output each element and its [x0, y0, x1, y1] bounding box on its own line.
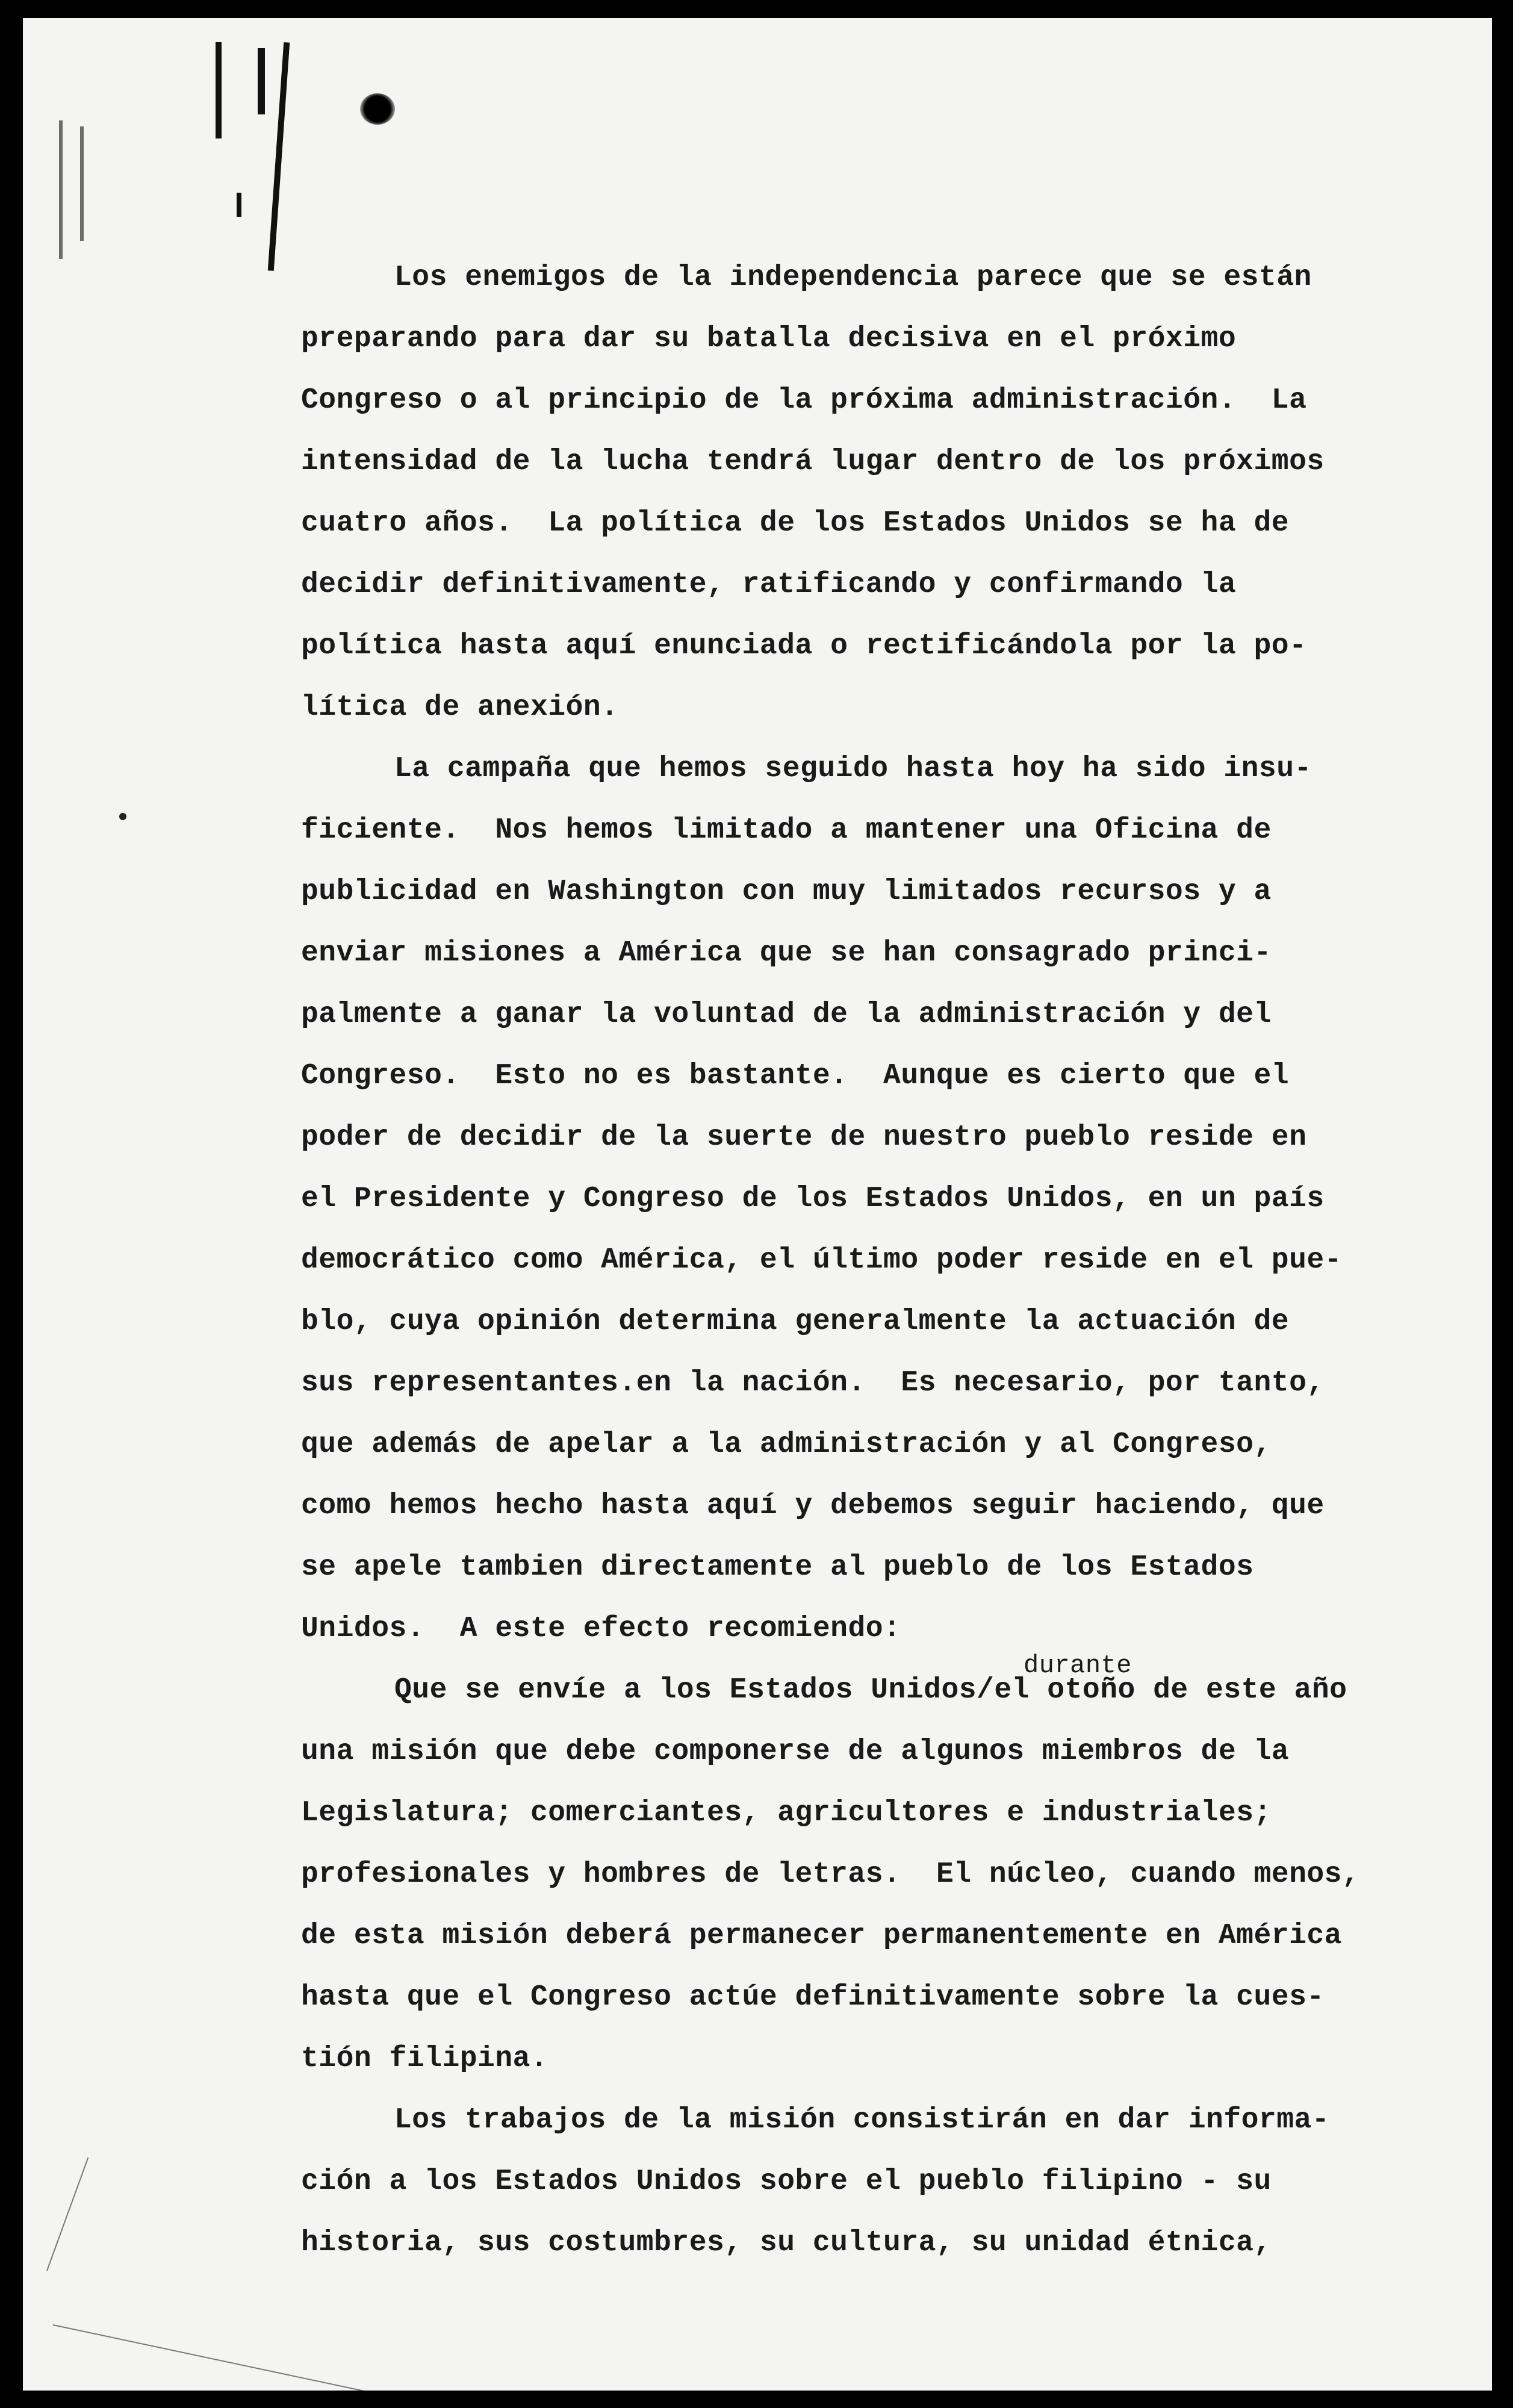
- text-line: Que se envíe a los Estados Unidos/el otoño de este año: [394, 1674, 1347, 1706]
- scan-mark: [258, 48, 265, 114]
- text-line: ción a los Estados Unidos sobre el pueblo filipino - su: [301, 2165, 1272, 2198]
- text-line: una misión que debe componerse de algunos miembros de la: [301, 1735, 1290, 1768]
- text-line: poder de decidir de la suerte de nuestro pueblo reside en: [301, 1121, 1307, 1154]
- text-line: historia, sus costumbres, su cultura, su unidad étnica,: [301, 2227, 1272, 2259]
- text-line: Los trabajos de la misión consistirán en dar informa-: [394, 2104, 1330, 2136]
- text-line: intensidad de la lucha tendrá lugar dentro de los próximos: [301, 446, 1325, 478]
- scan-mark: [80, 126, 84, 241]
- text-line: como hemos hecho hasta aquí y debemos seguir haciendo, que: [301, 1490, 1325, 1522]
- text-line: que además de apelar a la administración y al Congreso,: [301, 1428, 1272, 1461]
- text-line: Congreso o al principio de la próxima administración. La: [301, 384, 1307, 417]
- text-line: Los enemigos de la independencia parece que se están: [394, 261, 1312, 294]
- text-line: se apele tambien directamente al pueblo de los Estados: [301, 1551, 1254, 1584]
- text-line: sus representantes.en la nación. Es necesario, por tanto,: [301, 1367, 1325, 1399]
- document-page: [23, 18, 1492, 2391]
- scan-mark: [216, 42, 222, 138]
- text-line: el Presidente y Congreso de los Estados Unidos, en un país: [301, 1183, 1325, 1215]
- text-line: enviar misiones a América que se han consagrado princi-: [301, 937, 1272, 969]
- text-line: Legislatura; comerciantes, agricultores e industriales;: [301, 1797, 1272, 1829]
- text-line: hasta que el Congreso actúe definitivamente sobre la cues-: [301, 1981, 1325, 2014]
- text-line: Congreso. Esto no es bastante. Aunque es cierto que el: [301, 1060, 1290, 1092]
- scan-fold-line: [46, 2158, 89, 2271]
- text-line: de esta misión deberá permanecer permanentemente en América: [301, 1920, 1342, 1952]
- ink-blot: [360, 93, 395, 125]
- text-line: cuatro años. La política de los Estados Unidos se ha de: [301, 507, 1290, 540]
- inserted-word: durante: [1024, 1651, 1132, 1680]
- scan-fold-line: [53, 2324, 465, 2391]
- text-line: decidir definitivamente, ratificando y confirmando la: [301, 568, 1237, 601]
- ink-dot: [119, 813, 126, 820]
- text-line: blo, cuya opinión determina generalmente la actuación de: [301, 1305, 1290, 1338]
- scan-mark: [237, 193, 241, 217]
- text-line: lítica de anexión.: [301, 691, 619, 724]
- text-line: publicidad en Washington con muy limitados recursos y a: [301, 876, 1272, 908]
- text-line: Unidos. A este efecto recomiendo:: [301, 1613, 901, 1645]
- typed-text: [301, 247, 1433, 2274]
- scan-mark: [59, 120, 63, 259]
- text-line: tión filipina.: [301, 2042, 548, 2075]
- text-line: preparando para dar su batalla decisiva en el próximo: [301, 323, 1237, 355]
- text-line: palmente a ganar la voluntad de la administración y del: [301, 998, 1272, 1031]
- text-line: democrático como América, el último poder reside en el pue-: [301, 1244, 1342, 1277]
- text-line: política hasta aquí enunciada o rectificándola por la po-: [301, 630, 1307, 662]
- text-line: profesionales y hombres de letras. El núcleo, cuando menos,: [301, 1858, 1360, 1891]
- scan-mark: [268, 42, 290, 271]
- text-line: La campaña que hemos seguido hasta hoy ha sido insu-: [394, 753, 1312, 785]
- text-line: ficiente. Nos hemos limitado a mantener una Oficina de: [301, 814, 1272, 847]
